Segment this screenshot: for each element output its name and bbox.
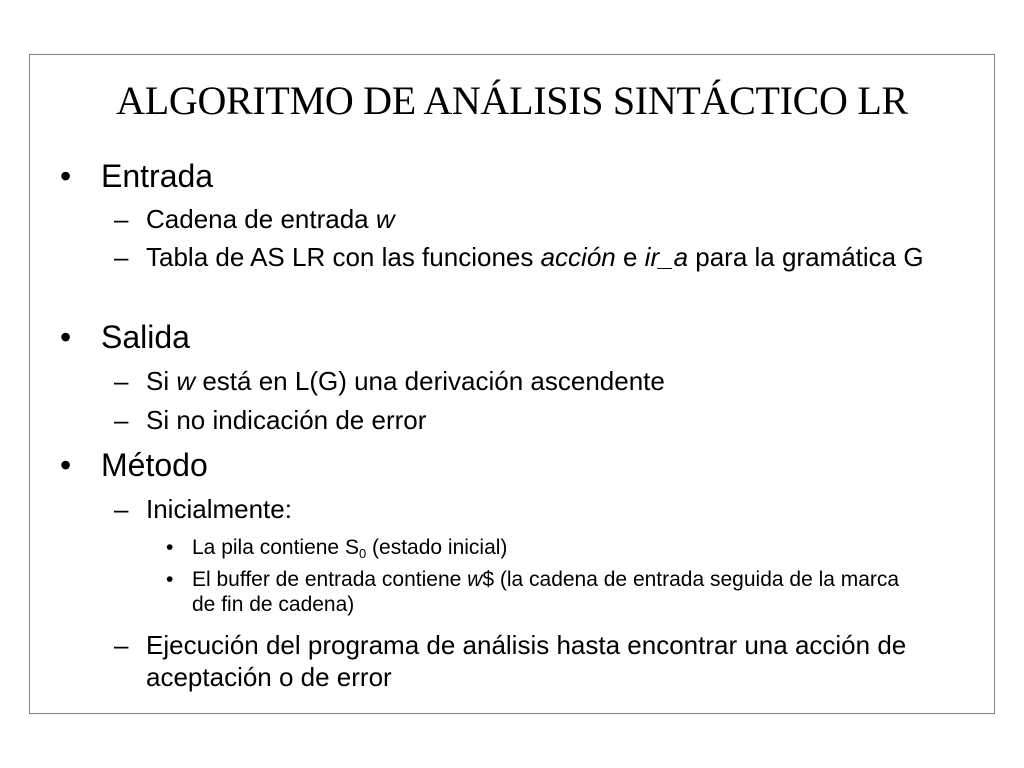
variable-w: w [375, 204, 395, 234]
subitem-buffer [166, 567, 906, 617]
heading-metodo: Método [101, 447, 208, 483]
dash-icon: – [114, 204, 129, 234]
slide-title: ALGORITMO DE ANÁLISIS SINTÁCTICO LR [116, 78, 908, 123]
bullet-icon: • [60, 319, 72, 355]
dash-icon: – [114, 494, 129, 524]
heading-salida: Salida [101, 319, 190, 355]
item-text: Inicialmente: [146, 494, 292, 524]
text-run: Tabla de AS LR con las funciones [146, 242, 541, 272]
variable-w: w [467, 568, 483, 591]
bullet-icon: • [60, 158, 72, 194]
item-text: Si no indicación de error [146, 405, 427, 435]
dash-icon: – [114, 366, 129, 396]
dash-icon: – [114, 405, 129, 435]
item-cadena-entrada [114, 203, 944, 235]
dash-icon: – [114, 242, 129, 272]
item-text [146, 365, 944, 397]
term-ir-a: ir_a [644, 242, 689, 272]
term-accion: acción [540, 242, 616, 272]
text-run: para la gramática G [688, 242, 924, 272]
item-si-no [114, 404, 944, 436]
text-run: $ (la cadena de entrada seguida de la marca de fin de cadena) [192, 568, 900, 616]
heading-entrada: Entrada [101, 158, 214, 194]
item-inicialmente [114, 493, 944, 525]
text-run: (estado inicial) [366, 536, 508, 559]
bullet-icon: • [60, 447, 72, 483]
slide-content [30, 55, 994, 713]
text-run: Si [146, 366, 177, 396]
item-tabla-as-lr [114, 241, 944, 273]
bullet-icon: • [166, 568, 174, 591]
item-text [146, 203, 944, 235]
variable-w: w [176, 366, 196, 396]
text-run: e [615, 242, 645, 272]
item-ejecucion [114, 629, 944, 693]
subitem-pila [166, 535, 906, 560]
slide-frame [29, 54, 995, 714]
item-si-w [114, 365, 944, 397]
subscript-zero: 0 [358, 546, 367, 561]
item-text [192, 567, 906, 617]
item-text [146, 241, 944, 273]
text-run: La pila contiene S [192, 536, 359, 559]
text-run: Cadena de entrada [146, 204, 376, 234]
item-text: Ejecución del programa de análisis hasta encontrar una acción de aceptación o de error [146, 630, 907, 692]
dash-icon: – [114, 630, 129, 660]
text-run: El buffer de entrada contiene [192, 568, 468, 591]
bullet-icon: • [166, 536, 174, 559]
item-text [192, 535, 906, 560]
text-run: está en L(G) una derivación ascendente [195, 366, 665, 396]
